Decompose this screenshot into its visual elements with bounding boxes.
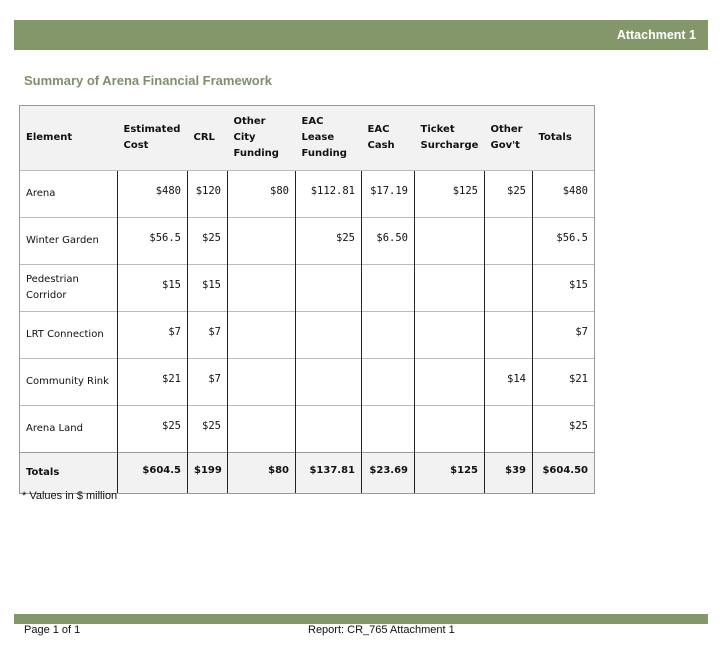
value-text: $21 <box>162 373 181 385</box>
value-cell <box>296 312 362 359</box>
value-text: $120 <box>195 185 221 197</box>
value-cell <box>228 312 296 359</box>
value-text: $15 <box>569 279 588 291</box>
value-text: $80 <box>268 464 289 476</box>
footer-bar <box>14 614 708 624</box>
value-cell <box>118 171 188 218</box>
value-cell <box>188 359 228 406</box>
column-header: Other Gov't <box>485 106 533 171</box>
value-text: $25 <box>202 232 221 244</box>
value-cell <box>362 265 415 312</box>
value-cell <box>188 218 228 265</box>
column-header: Estimated Cost <box>118 106 188 171</box>
value-cell <box>228 265 296 312</box>
value-text: $56.5 <box>149 232 181 244</box>
value-cell <box>485 265 533 312</box>
value-cell <box>485 312 533 359</box>
value-cell <box>533 312 595 359</box>
value-cell <box>485 171 533 218</box>
value-cell <box>296 406 362 453</box>
value-cell <box>228 218 296 265</box>
table-row <box>20 359 595 406</box>
value-cell <box>228 171 296 218</box>
value-cell <box>533 453 595 494</box>
value-cell <box>415 265 485 312</box>
value-cell <box>118 312 188 359</box>
value-text: $125 <box>452 185 478 197</box>
value-cell <box>188 312 228 359</box>
value-cell <box>296 171 362 218</box>
element-cell: Totals <box>20 453 118 494</box>
column-header: Other City Funding <box>228 106 296 171</box>
page-number: Page 1 of 1 <box>24 624 81 636</box>
value-cell <box>533 265 595 312</box>
value-cell <box>188 453 228 494</box>
value-cell <box>415 453 485 494</box>
value-text: $39 <box>505 464 526 476</box>
column-header: EAC Cash <box>362 106 415 171</box>
value-cell <box>415 359 485 406</box>
value-text: $15 <box>202 279 221 291</box>
element-cell: Arena <box>20 171 118 218</box>
value-cell <box>228 406 296 453</box>
value-cell <box>362 406 415 453</box>
value-text: $112.81 <box>310 185 355 197</box>
value-cell <box>118 453 188 494</box>
value-text: $15 <box>162 279 181 291</box>
value-cell <box>533 359 595 406</box>
table-row <box>20 312 595 359</box>
element-cell: Winter Garden <box>20 218 118 265</box>
value-text: $80 <box>270 185 289 197</box>
table-header-row <box>20 106 595 171</box>
value-cell <box>485 218 533 265</box>
value-cell <box>533 218 595 265</box>
value-text: $604.5 <box>142 464 181 476</box>
value-text: $25 <box>336 232 355 244</box>
value-cell <box>485 406 533 453</box>
value-text: $480 <box>155 185 181 197</box>
value-text: $7 <box>168 326 181 338</box>
value-cell <box>118 359 188 406</box>
value-cell <box>362 312 415 359</box>
column-header: EAC Lease Funding <box>296 106 362 171</box>
value-text: $25 <box>569 420 588 432</box>
financial-table <box>19 105 595 494</box>
column-header: Element <box>20 106 118 171</box>
value-cell <box>228 359 296 406</box>
value-cell <box>415 312 485 359</box>
value-cell <box>188 171 228 218</box>
value-cell <box>362 218 415 265</box>
value-cell <box>118 406 188 453</box>
report-reference: Report: CR_765 Attachment 1 <box>308 624 455 636</box>
value-cell <box>533 406 595 453</box>
value-cell <box>118 218 188 265</box>
value-cell <box>415 218 485 265</box>
value-cell <box>118 265 188 312</box>
element-cell: Pedestrian Corridor <box>20 265 118 312</box>
value-cell <box>296 359 362 406</box>
value-cell <box>485 359 533 406</box>
table-row <box>20 218 595 265</box>
value-cell <box>188 265 228 312</box>
element-cell: Community Rink <box>20 359 118 406</box>
value-text: $7 <box>208 326 221 338</box>
footnote: * Values in $ million <box>22 490 118 502</box>
value-text: $14 <box>507 373 526 385</box>
value-cell <box>296 218 362 265</box>
value-cell <box>362 359 415 406</box>
table-row <box>20 406 595 453</box>
column-header: CRL <box>188 106 228 171</box>
table-row <box>20 171 595 218</box>
value-text: $25 <box>507 185 526 197</box>
value-cell <box>362 453 415 494</box>
value-text: $604.50 <box>542 464 588 476</box>
attachment-label: Attachment 1 <box>616 28 696 42</box>
value-cell <box>485 453 533 494</box>
column-header: Ticket Surcharge <box>415 106 485 171</box>
value-text: $17.19 <box>370 185 408 197</box>
table-row <box>20 265 595 312</box>
value-text: $199 <box>194 464 222 476</box>
column-header: Totals <box>533 106 595 171</box>
value-text: $7 <box>208 373 221 385</box>
value-cell <box>533 171 595 218</box>
value-text: $56.5 <box>556 232 588 244</box>
value-text: $137.81 <box>309 464 355 476</box>
page-title: Summary of Arena Financial Framework <box>24 73 273 88</box>
value-cell <box>228 453 296 494</box>
value-cell <box>415 171 485 218</box>
element-cell: LRT Connection <box>20 312 118 359</box>
element-cell: Arena Land <box>20 406 118 453</box>
value-text: $23.69 <box>369 464 408 476</box>
header-bar <box>14 20 708 50</box>
value-cell <box>296 453 362 494</box>
value-cell <box>362 171 415 218</box>
value-text: $125 <box>450 464 478 476</box>
value-text: $25 <box>202 420 221 432</box>
totals-row <box>20 453 595 494</box>
value-text: $25 <box>162 420 181 432</box>
value-text: $7 <box>575 326 588 338</box>
value-text: $480 <box>562 185 588 197</box>
value-cell <box>415 406 485 453</box>
value-cell <box>188 406 228 453</box>
value-cell <box>296 265 362 312</box>
value-text: $21 <box>569 373 588 385</box>
value-text: $6.50 <box>376 232 408 244</box>
